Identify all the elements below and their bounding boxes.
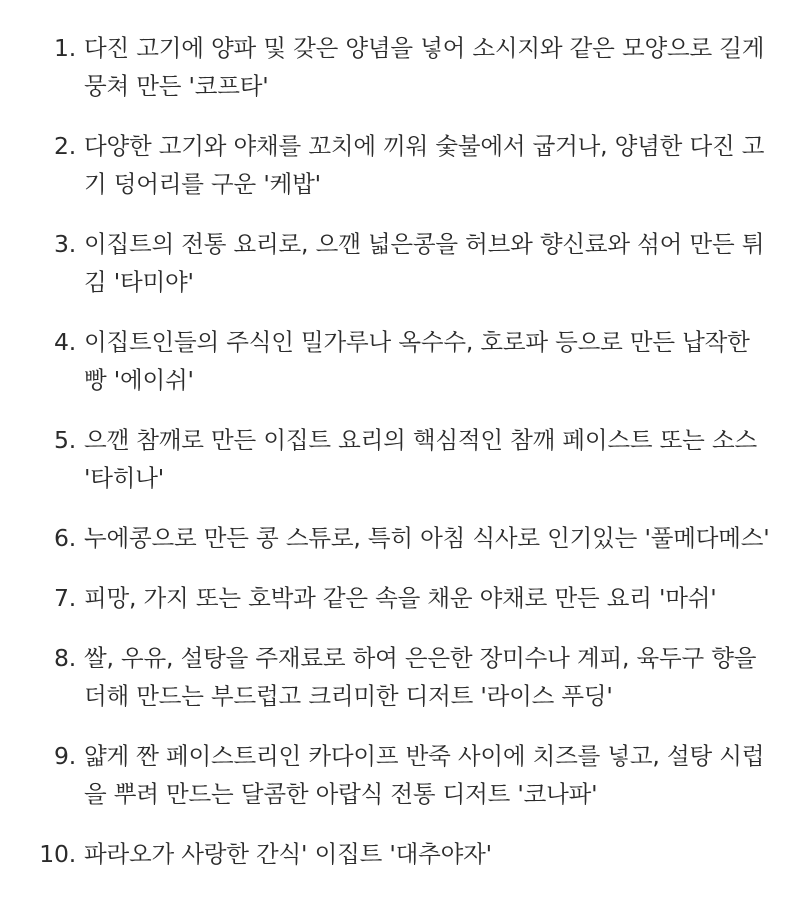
list-text: 이집트인들의 주식인 밀가루나 옥수수, 호로파 등으로 만든 납작한 빵 '에이쉬' bbox=[84, 328, 750, 394]
list-text: 으깬 참깨로 만든 이집트 요리의 핵심적인 참깨 페이스트 또는 소스 '타히나' bbox=[84, 426, 757, 492]
list-number: 10. bbox=[39, 840, 76, 868]
list-text: 누에콩으로 만든 콩 스튜로, 특히 아침 식사로 인기있는 '풀메다메스' bbox=[84, 524, 770, 552]
list-text: 다양한 고기와 야채를 꼬치에 끼워 숯불에서 굽거나, 양념한 다진 고기 덩어리를 구운 '케밥' bbox=[84, 132, 765, 198]
list-number: 1. bbox=[53, 34, 76, 62]
list-item bbox=[0, 737, 791, 813]
list-number: 5. bbox=[53, 426, 76, 454]
list-text: 이집트의 전통 요리로, 으깬 넓은콩을 허브와 향신료와 섞어 만든 튀김 '타미야' bbox=[84, 230, 765, 296]
list-number: 4. bbox=[53, 328, 76, 356]
list-item bbox=[0, 323, 791, 399]
list-item bbox=[0, 579, 791, 617]
list-item bbox=[0, 519, 791, 557]
list-number: 8. bbox=[53, 644, 76, 672]
list-item bbox=[0, 29, 791, 105]
list-number: 3. bbox=[53, 230, 76, 258]
list-text: 쌀, 우유, 설탕을 주재료로 하여 은은한 장미수나 계피, 육두구 향을 더해 만드는 부드럽고 크리미한 디저트 '라이스 푸딩' bbox=[84, 644, 757, 710]
list-item bbox=[0, 421, 791, 497]
list-item bbox=[0, 835, 791, 873]
list-text: 피망, 가지 또는 호박과 같은 속을 채운 야채로 만든 요리 '마쉬' bbox=[84, 584, 717, 612]
list-text: 다진 고기에 양파 및 갖은 양념을 넣어 소시지와 같은 모양으로 길게 뭉쳐 만든 '코프타' bbox=[84, 34, 765, 100]
list-number: 9. bbox=[53, 742, 76, 770]
list-item bbox=[0, 127, 791, 203]
list-number: 7. bbox=[53, 584, 76, 612]
list-item bbox=[0, 225, 791, 301]
list-number: 6. bbox=[53, 524, 76, 552]
list-text: 파라오가 사랑한 간식' 이집트 '대추야자' bbox=[84, 840, 492, 868]
list-text: 얇게 짠 페이스트리인 카다이프 반죽 사이에 치즈를 넣고, 설탕 시럽을 뿌려 만드는 달콤한 아랍식 전통 디저트 '코나파' bbox=[84, 742, 765, 808]
list-item bbox=[0, 639, 791, 715]
list-number: 2. bbox=[53, 132, 76, 160]
